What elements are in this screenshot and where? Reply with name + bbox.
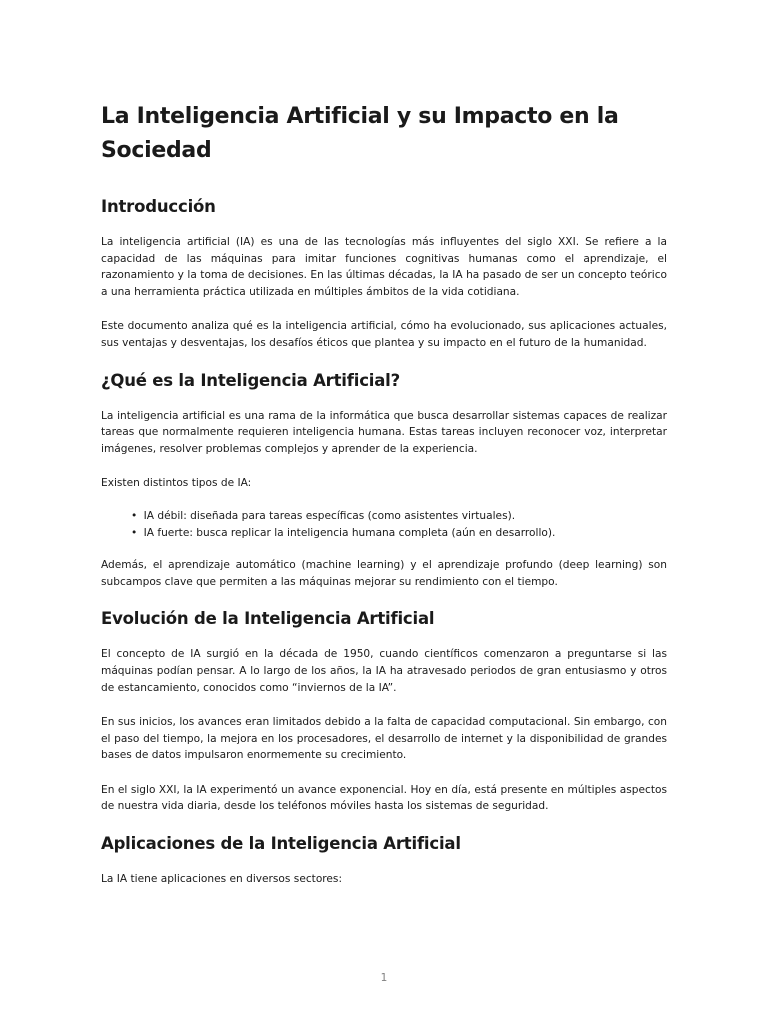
paragraph: La IA tiene aplicaciones en diversos sectores:	[101, 873, 343, 886]
paragraph: La inteligencia artificial (IA) es una de las tecnologías más influyentes del siglo XXI. Se refiere a la capacidad de las máquinas para imitar funciones cognitivas humanas como el aprendizaje, el razonamiento y la toma de decisiones. En las últimas décadas, la IA ha pasado de ser un concepto teórico a una herramienta práctica utilizada en múltiples ámbitos de la vida cotidiana.	[101, 236, 667, 298]
paragraph: En sus inicios, los avances eran limitados debido a la falta de capacidad computacional. Sin embargo, con el paso del tiempo, la mejora en los procesadores, el desarrollo de internet y la disponibilidad de grandes bases de datos impulsaron enormemente su crecimiento.	[101, 716, 667, 762]
document-page	[101, 100, 667, 906]
list-item	[131, 525, 667, 542]
section-introduccion	[101, 196, 667, 352]
bullet-icon: •	[131, 509, 138, 522]
document-title: La Inteligencia Artificial y su Impacto en la Sociedad	[101, 104, 619, 163]
section-evolucion	[101, 608, 667, 815]
section-heading: Introducción	[101, 197, 216, 216]
paragraph: El concepto de IA surgió en la década de 1950, cuando científicos comenzaron a preguntarse si las máquinas podían pensar. A lo largo de los años, la IA ha atravesado periodos de gran entusiasmo y otros de estancamiento, conocidos como “inviernos de la IA”.	[101, 648, 667, 694]
paragraph: La inteligencia artificial es una rama de la informática que busca desarrollar sistemas capaces de realizar tareas que normalmente requieren inteligencia humana. Estas tareas incluyen reconocer voz, interpretar imágenes, resolver problemas complejos y aprender de la experiencia.	[101, 409, 667, 455]
list-item-text: IA fuerte: busca replicar la inteligencia humana completa (aún en desarrollo).	[143, 526, 556, 539]
section-aplicaciones	[101, 833, 667, 888]
page-number: 1	[380, 972, 388, 984]
list-item-text: IA débil: diseñada para tareas específicas (como asistentes virtuales).	[143, 509, 516, 522]
paragraph: Existen distintos tipos de IA:	[101, 477, 252, 490]
paragraph: En el siglo XXI, la IA experimentó un avance exponencial. Hoy en día, está presente en múltiples aspectos de nuestra vida diaria, desde los teléfonos móviles hasta los sistemas de seguridad.	[101, 783, 667, 813]
list-item	[131, 508, 667, 525]
section-heading: Aplicaciones de la Inteligencia Artificial	[101, 834, 461, 854]
paragraph: Además, el aprendizaje automático (machine learning) y el aprendizaje profundo (deep learning) son subcampos clave que permiten a las máquinas mejorar su rendimiento con el tiempo.	[101, 559, 667, 588]
bullet-icon: •	[131, 526, 138, 539]
section-heading: Evolución de la Inteligencia Artificial	[101, 609, 435, 629]
section-heading: ¿Qué es la Inteligencia Artificial?	[101, 370, 400, 390]
section-que-es-ia	[101, 370, 667, 591]
ai-types-list	[101, 508, 667, 541]
paragraph: Este documento analiza qué es la inteligencia artificial, cómo ha evolucionado, sus aplicaciones actuales, sus ventajas y desventajas, los desafíos éticos que plantea y su impacto en el futuro de la humanidad.	[101, 320, 667, 349]
